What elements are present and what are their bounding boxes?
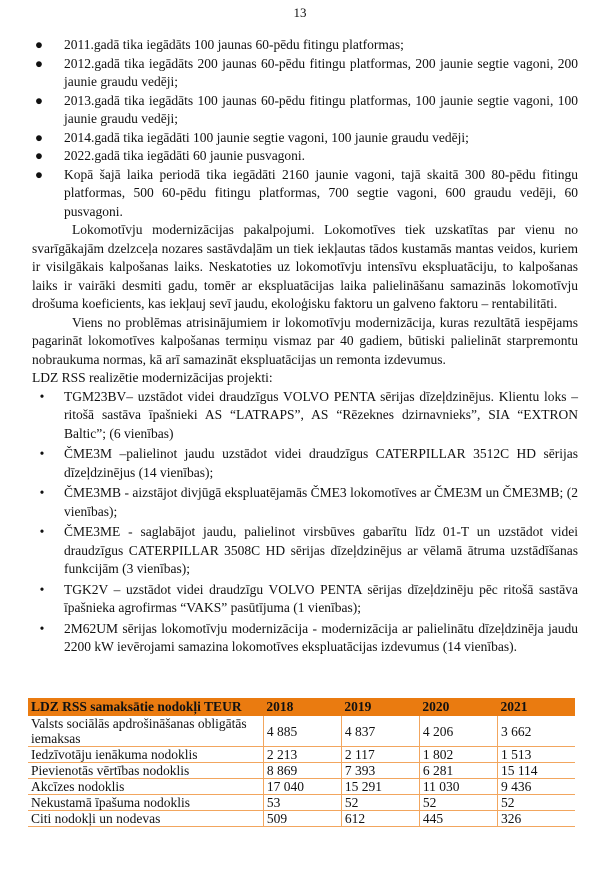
list-item: • ČME3ME - saglabājot jaudu, palielinot virsbūves gabarītu līdz 01-T un uzstādot videi draudzīgus CATERPILLAR 3508C HD sērijas dīzeļdzinējus ar vēlamā ātruma uzstādīšanas funkcijām (3 vienības); <box>32 523 578 579</box>
table-cell: 1 513 <box>497 747 575 763</box>
bullet-icon: ● <box>34 37 44 52</box>
table-row <box>28 716 575 747</box>
table-cell: Citi nodokļi un nodevas <box>28 811 263 827</box>
list-item: • ČME3M –palielinot jaudu uzstādot videi draudzīgus CATERPILLAR 3512C HD sērijas dīzeļdzinējus (14 vienības); <box>32 445 578 482</box>
bullet-icon: • <box>39 581 45 597</box>
table-row <box>28 811 575 827</box>
list-item: ● 2014.gadā tika iegādāti 100 jaunie segtie vagoni, 100 jaunie graudu vedēji; <box>32 129 578 148</box>
projects-list <box>32 388 578 657</box>
table-header-cell: 2021 <box>497 698 575 716</box>
table-cell: Pievienotās vērtības nodoklis <box>28 763 263 779</box>
table-cell: 4 885 <box>263 716 341 747</box>
table-cell: Nekustamā īpašuma nodoklis <box>28 795 263 811</box>
table-cell: 612 <box>341 811 419 827</box>
bullet-icon: ● <box>34 92 44 108</box>
table-row <box>28 779 575 795</box>
table-cell: 326 <box>497 811 575 827</box>
list-item: ● 2022.gadā tika iegādāti 60 jaunie pusvagoni. <box>32 147 578 166</box>
table-cell: 4 837 <box>341 716 419 747</box>
bullet-icon: • <box>39 485 45 500</box>
taxes-table <box>28 698 575 827</box>
bullet-icon: • <box>39 446 45 461</box>
table-cell: 15 114 <box>497 763 575 779</box>
table-cell: 3 662 <box>497 716 575 747</box>
solution-paragraph: Viens no problēmas atrisinājumiem ir lokomotīvju modernizācija, kuras rezultātā iespējams pagarināt lokomotīves kalpošanas termiņu vismaz par 40 gadiem, būtiski palielināt starpremontu nobraukuma normas, kā arī samazināt ekspluatācijas un remonta izdevumus. <box>32 314 578 367</box>
table-header-cell: 2018 <box>263 698 341 716</box>
page-number: 13 <box>293 5 307 20</box>
table-cell: 7 393 <box>341 763 419 779</box>
table-cell: Iedzīvotāju ienākuma nodoklis <box>28 747 263 763</box>
table-cell: 9 436 <box>497 779 575 795</box>
table-header-cell: 2019 <box>341 698 419 716</box>
acquisitions-list <box>32 36 578 221</box>
list-item: ● 2011.gadā tika iegādāts 100 jaunas 60-pēdu fitingu platformas; <box>32 36 578 55</box>
bullet-icon: • <box>39 388 45 404</box>
table-cell: 2 117 <box>341 747 419 763</box>
table-header-cell: LDZ RSS samaksātie nodokļi TEUR <box>28 698 263 716</box>
bullet-icon: ● <box>34 148 44 163</box>
table-header-cell: 2020 <box>419 698 497 716</box>
projects-heading: LDZ RSS realizētie modernizācijas projekti: <box>32 370 273 385</box>
table-row <box>28 763 575 779</box>
bullet-icon: • <box>39 524 45 539</box>
bullet-icon: ● <box>34 166 44 182</box>
modernization-paragraph: Lokomotīvju modernizācijas pakalpojumi. Lokomotīves tiek uzskatītas par vienu no svarīgākajām dzelzceļa nozares sastāvdaļām un tiek iekļautas tādos kustamās mantas veidos, kuriem ir visilgākais kalpošanas laiks. Neskatoties uz lokomotīvju intensīvu ekspluatāciju, to kalpošanas laiks ir vairāki desmiti gadu, tomēr ar ekspluatācijas laika palielināšanu samazinās lokomotīvju drošuma koeficients, kas iekļauj sevī jaudu, ekoloģisku faktoru un galveno faktoru – rentabilitāti. <box>32 222 578 311</box>
table-row <box>28 747 575 763</box>
bullet-icon: • <box>39 620 45 636</box>
table-cell: 2 213 <box>263 747 341 763</box>
table-cell: 52 <box>497 795 575 811</box>
list-item: • ČME3MB - aizstājot divjūgā ekspluatējamās ČME3 lokomotīves ar ČME3M un ČME3MB; (2 vienības); <box>32 484 578 521</box>
document-body <box>32 36 578 659</box>
bullet-icon: ● <box>34 55 44 71</box>
table-cell: 53 <box>263 795 341 811</box>
table-cell: Valsts sociālās apdrošināšanas obligātās iemaksas <box>28 716 263 747</box>
table-cell: 445 <box>419 811 497 827</box>
list-item: ● Kopā šajā laika periodā tika iegādāti 2160 jaunie vagoni, tajā skaitā 300 80-pēdu fitingu platformas, 500 60-pēdu fitingu platformas, 700 segtie vagoni, 600 graudu vedēji, 60 pusvagoni. <box>32 166 578 222</box>
table-cell: 509 <box>263 811 341 827</box>
list-item: • TGM23BV– uzstādot videi draudzīgus VOLVO PENTA sērijas dīzeļdzinējus. Klientu loks – ritošā sastāva īpašnieki AS “LATRAPS”, AS “Rēzeknes dzirnavnieks”, SIA “EXTRON Baltic”; (6 vienības) <box>32 388 578 444</box>
bullet-icon: ● <box>34 129 44 145</box>
table-cell: 52 <box>419 795 497 811</box>
table-row <box>28 795 575 811</box>
table-cell: 11 030 <box>419 779 497 795</box>
table-cell: 52 <box>341 795 419 811</box>
table-cell: 15 291 <box>341 779 419 795</box>
table-cell: 4 206 <box>419 716 497 747</box>
list-item: • TGK2V – uzstādot videi draudzīgu VOLVO PENTA sērijas dīzeļdzinēju pēc ritošā sastāva īpašnieka agrofirmas “VAKS” pasūtījuma (1 vienības); <box>32 581 578 618</box>
list-item: • 2M62UM sērijas lokomotīvju modernizācija - modernizācija ar palielinātu dīzeļdzinēja jaudu 2200 kW ievērojami samazina lokomotīves ekspluatācijas izdevumus (14 vienības). <box>32 620 578 657</box>
table-cell: 6 281 <box>419 763 497 779</box>
list-item: ● 2012.gadā tika iegādāts 200 jaunas 60-pēdu fitingu platformas, 200 jaunie segtie vagoni, 200 jaunie graudu vedēji; <box>32 55 578 92</box>
table-cell: 1 802 <box>419 747 497 763</box>
table-cell: 8 869 <box>263 763 341 779</box>
table-header-row <box>28 698 575 716</box>
table-cell: Akcīzes nodoklis <box>28 779 263 795</box>
list-item: ● 2013.gadā tika iegādāts 100 jaunas 60-pēdu fitingu platformas, 100 jaunie segtie vagoni, 100 jaunie graudu vedēji; <box>32 92 578 129</box>
table-cell: 17 040 <box>263 779 341 795</box>
